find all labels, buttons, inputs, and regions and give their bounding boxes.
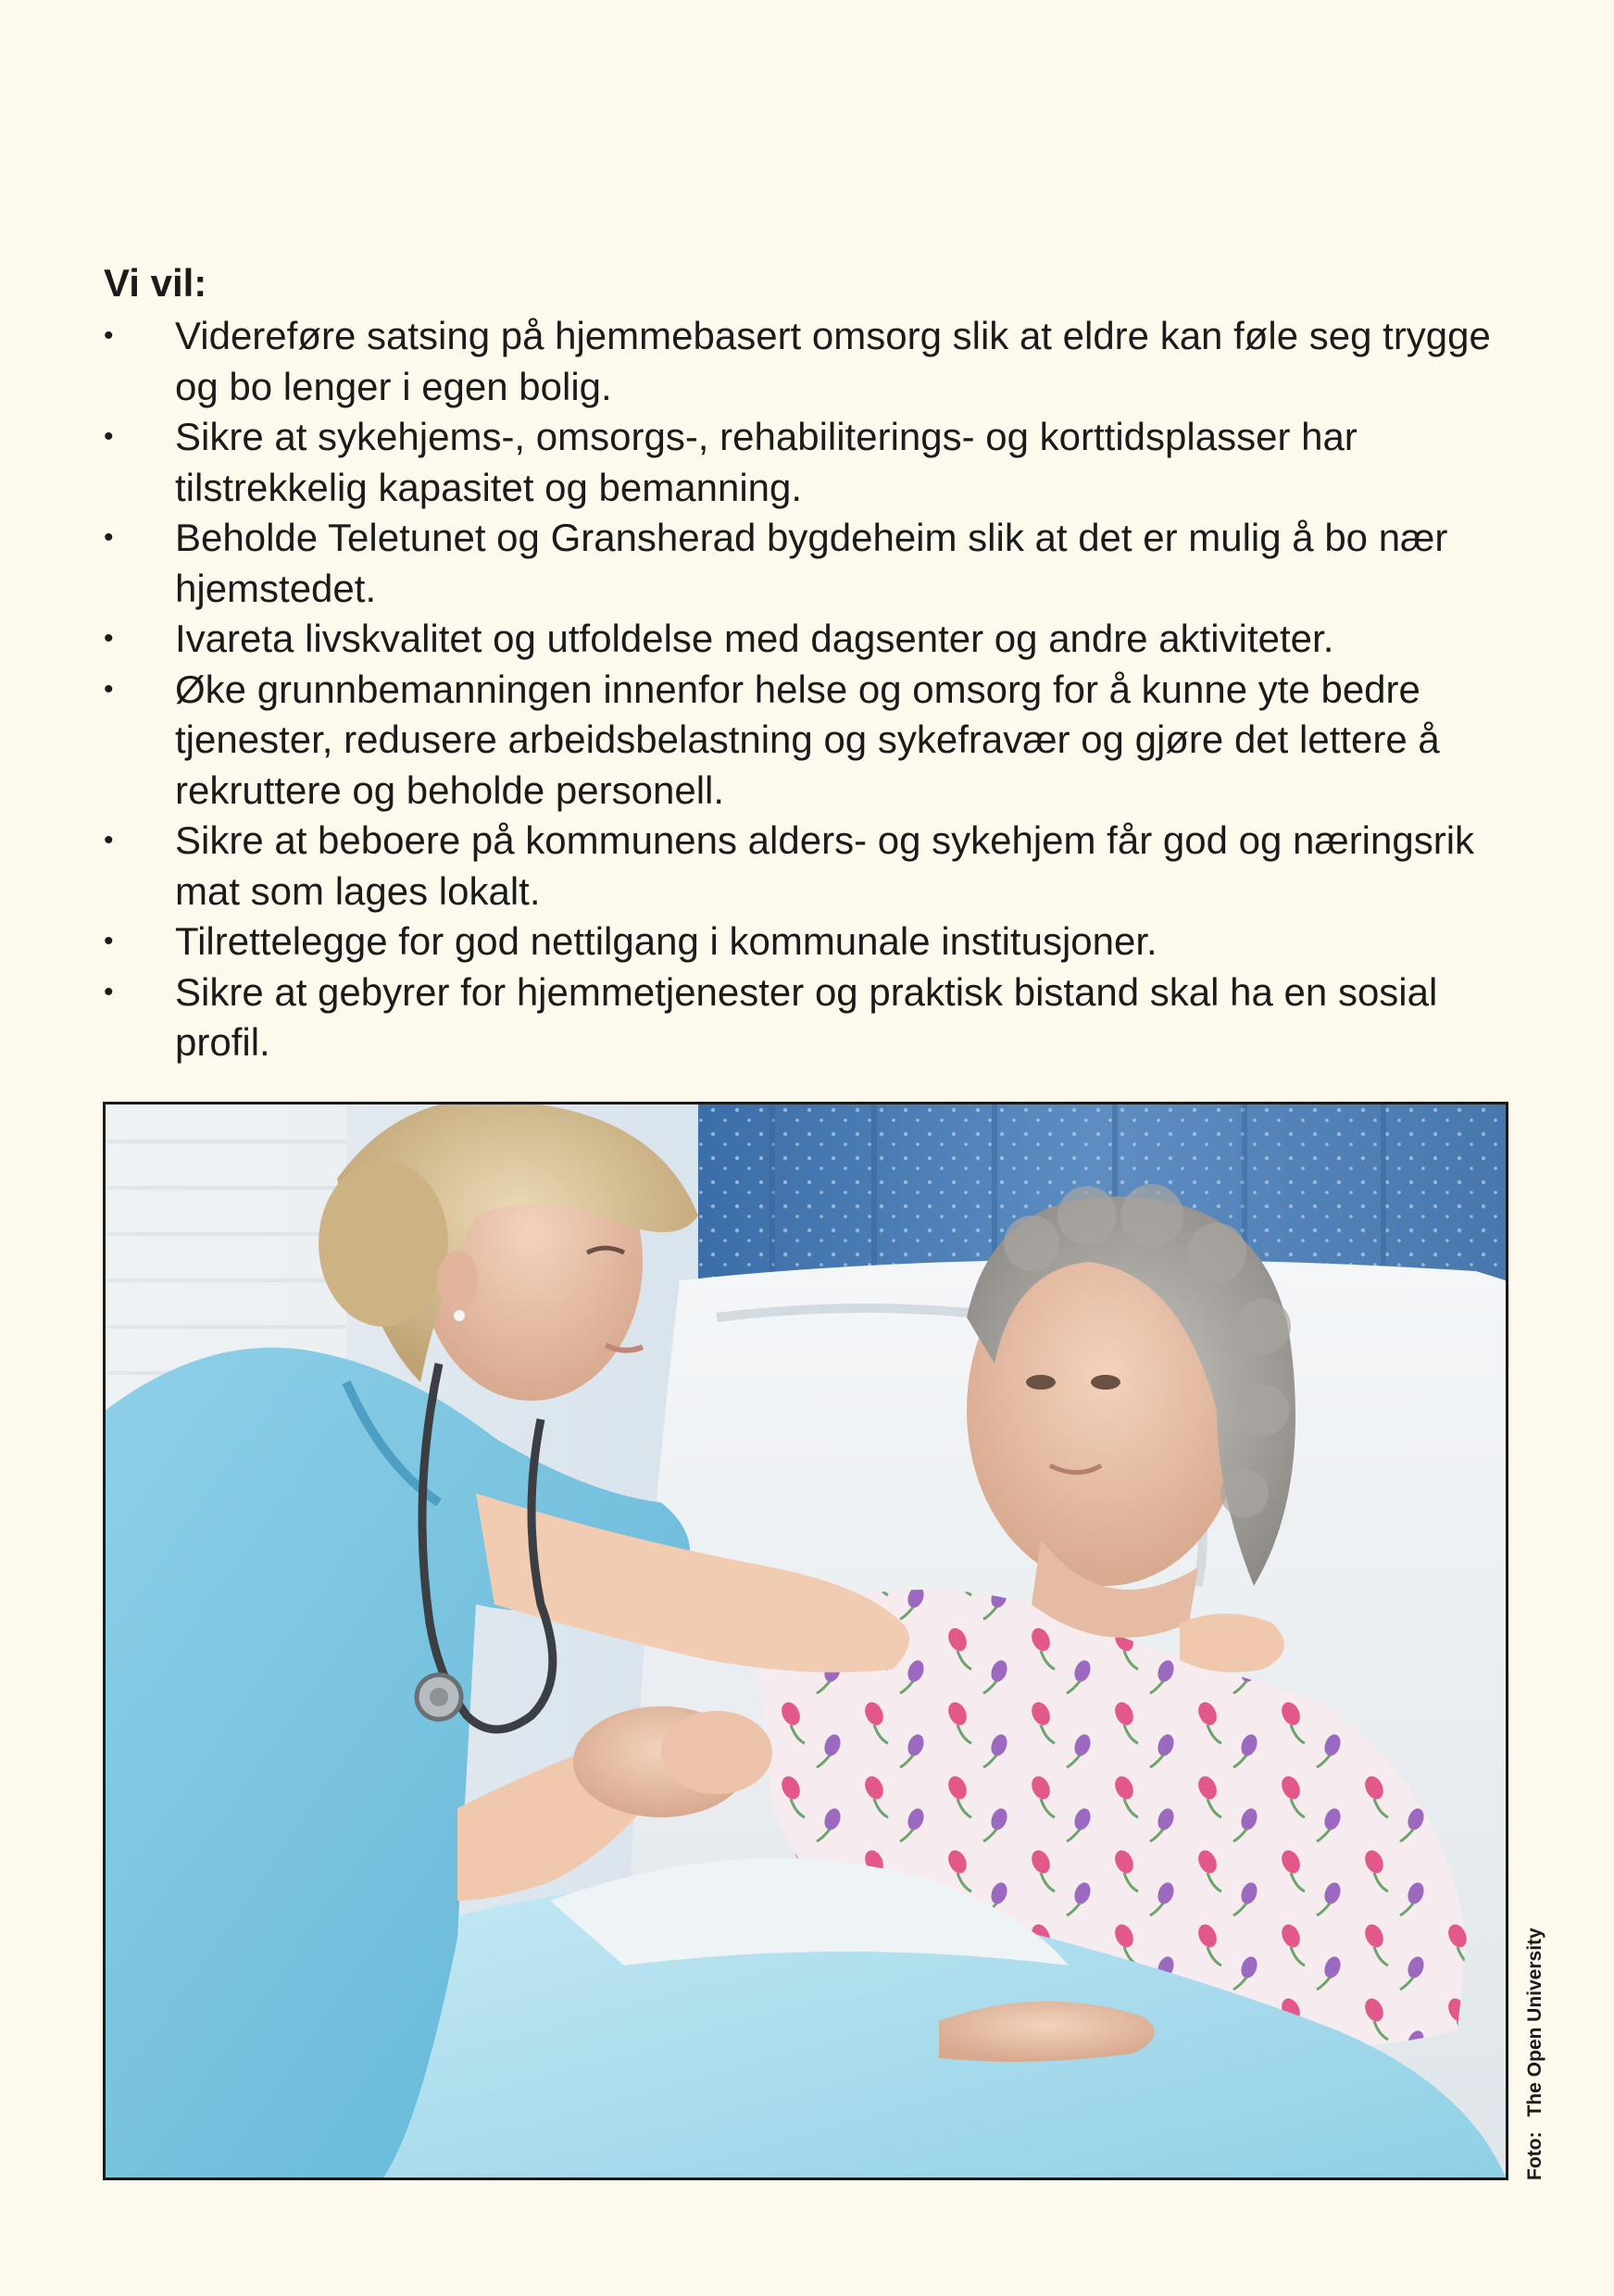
- list-item-text: Øke grunnbemanningen innenfor helse og omsorg for å kunne yte bedre tjenester, redusere arbeidsbelastning og sykefravær og gjøre det lettere å rekruttere og beholde personell.: [175, 667, 1440, 812]
- list-item: [104, 311, 1520, 412]
- list-item-text: Beholde Teletunet og Gransherad bygdeheim slik at det er mulig å bo nær hjemstedet.: [175, 516, 1448, 610]
- photo-credit-name: The Open University: [1524, 1928, 1545, 2117]
- section-heading: Vi vil:: [104, 261, 207, 305]
- list-item: [104, 917, 1520, 967]
- bullet-icon: •: [104, 320, 114, 351]
- list-item-text: Sikre at gebyrer for hjemmetjenester og praktisk bistand skal ha en sosial profil.: [175, 969, 1438, 1064]
- list-item: [104, 967, 1520, 1068]
- list-item: [104, 665, 1520, 817]
- bullet-list: [104, 311, 1520, 1068]
- list-item: [104, 513, 1520, 614]
- bullet-icon: •: [104, 421, 114, 452]
- photo-credit: [1524, 1928, 1546, 2180]
- photo-nurse-and-patient: [103, 1102, 1508, 2180]
- bullet-icon: •: [104, 673, 114, 705]
- bullet-icon: •: [104, 926, 114, 956]
- list-item-text: Sikre at beboere på kommunens alders- og sykehjem får god og næringsrik mat som lages lokalt.: [175, 818, 1475, 913]
- photo-illustration: [106, 1104, 1506, 2177]
- bullet-icon: •: [104, 522, 114, 553]
- list-item: [104, 412, 1520, 513]
- list-item-text: Tilrettelegge for god nettilgang i kommunale institusjoner.: [175, 919, 1157, 963]
- bullet-icon: •: [104, 623, 114, 654]
- photo-credit-prefix: Foto:: [1524, 2131, 1545, 2180]
- list-item-text: Ivareta livskvalitet og utfoldelse med dagsenter og andre aktiviteter.: [175, 617, 1334, 660]
- list-item: [104, 816, 1520, 917]
- list-item: [104, 614, 1520, 665]
- bullet-icon: •: [104, 825, 114, 855]
- list-item-text: Videreføre satsing på hjemmebasert omsorg slik at eldre kan føle seg trygge og bo lenger i egen bolig.: [175, 314, 1491, 408]
- bullet-icon: •: [104, 976, 114, 1007]
- list-item-text: Sikre at sykehjems-, omsorgs-, rehabiliterings- og korttidsplasser har tilstrekkelig kapasitet og bemanning.: [175, 415, 1358, 509]
